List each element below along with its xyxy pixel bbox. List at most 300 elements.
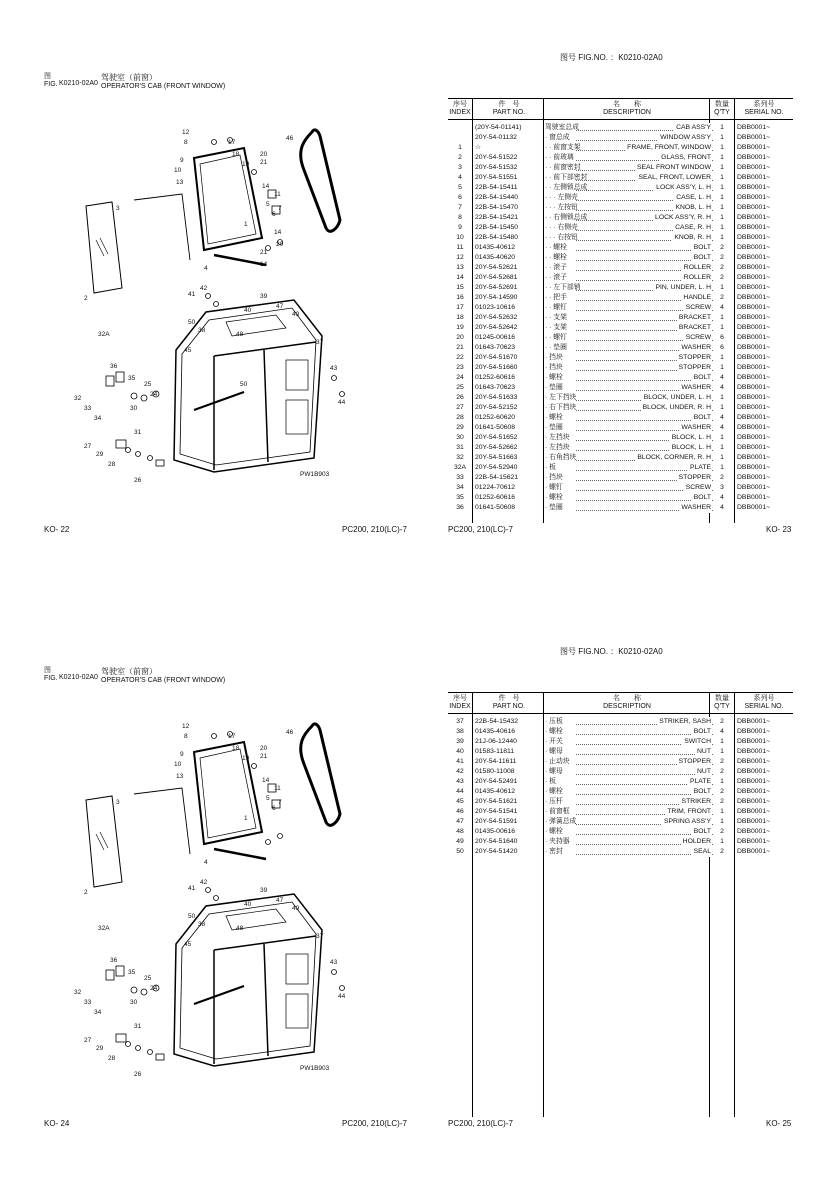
callout-33: 33 [84, 405, 92, 412]
row-qty: 1 [720, 748, 724, 755]
row-serial: DBB0001~ [737, 134, 771, 141]
cab-body-shape [174, 300, 322, 472]
row-part-no: 01435-40620 [475, 254, 516, 261]
exploded-diagram [64, 110, 374, 500]
row-qty: 1 [720, 224, 724, 231]
row-description: BOLT [693, 828, 711, 835]
table-row [448, 463, 793, 473]
row-name-cn: · · · 左按钮 [545, 204, 578, 211]
row-index: 14 [456, 274, 464, 281]
row-part-no: 20Y-54-14590 [475, 294, 518, 301]
row-qty: 4 [720, 424, 724, 431]
row-index: 24 [456, 374, 464, 381]
callout-47: 47 [276, 303, 284, 310]
row-name-cn: · · 滚子 [545, 264, 567, 271]
table-row [448, 403, 793, 413]
row-qty: 2 [720, 274, 724, 281]
row-description: SEAL, FRONT, LOWER [638, 174, 711, 181]
callout-50b: 50 [240, 381, 248, 388]
row-serial: DBB0001~ [737, 324, 771, 331]
row-name-cn: · · 螺栓 [545, 244, 567, 251]
row-qty: 1 [720, 144, 724, 151]
callout-17: 17 [228, 733, 236, 740]
row-serial: DBB0001~ [737, 454, 771, 461]
row-description: ROLLER [683, 274, 711, 281]
row-qty: 1 [720, 194, 724, 201]
callout-48: 48 [236, 925, 244, 932]
row-qty: 4 [720, 504, 724, 511]
table-row [448, 323, 793, 333]
row-index: 43 [456, 778, 464, 785]
callout-3: 3 [116, 799, 120, 806]
header-index-cn: 序号 [453, 695, 467, 702]
row-description: HANDLE [683, 294, 711, 301]
row-index: 50 [456, 848, 464, 855]
row-index: 19 [456, 324, 464, 331]
table-row [448, 717, 793, 727]
row-serial: DBB0001~ [737, 154, 771, 161]
row-description: STOPPER [678, 354, 711, 361]
row-index: 13 [456, 264, 464, 271]
row-serial: DBB0001~ [737, 808, 771, 815]
callout-12: 12 [182, 129, 190, 136]
callout-45: 45 [184, 347, 192, 354]
row-part-no: 20Y-54-51532 [475, 164, 518, 171]
row-serial: DBB0001~ [737, 474, 771, 481]
row-description: SCREW [685, 484, 711, 491]
row-qty: 1 [720, 204, 724, 211]
table-row [448, 483, 793, 493]
row-description: BOLT [693, 254, 711, 261]
row-index: 49 [456, 838, 464, 845]
row-part-no: 20Y-54-51670 [475, 354, 518, 361]
row-name-cn: · 螺母 [545, 748, 563, 755]
row-qty: 1 [720, 314, 724, 321]
callout-39: 39 [260, 887, 268, 894]
table-row [448, 443, 793, 453]
row-name-cn: · 挡块 [545, 474, 563, 481]
row-name-cn: · 弹簧总成 [545, 818, 577, 825]
row-serial: DBB0001~ [737, 424, 771, 431]
row-part-no: 20Y-54-52662 [475, 444, 518, 451]
callout-38: 38 [198, 327, 206, 334]
row-qty: 4 [720, 374, 724, 381]
callout-8: 8 [184, 139, 188, 146]
row-part-no: ☆ [475, 144, 482, 151]
row-index: 22 [456, 354, 464, 361]
row-name-cn: · · 右侧锁总成 [545, 214, 588, 221]
row-description: SCREW [685, 304, 711, 311]
header-part-cn: 件 号 [498, 101, 520, 108]
header-index-en: INDEX [449, 703, 471, 710]
row-description: BLOCK, UNDER, R. H [642, 404, 711, 411]
table-row [448, 727, 793, 737]
callout-20: 20 [260, 151, 268, 158]
row-part-no: 01643-70623 [475, 384, 516, 391]
row-part-no: 22B-54-15470 [475, 204, 519, 211]
row-part-no: 01252-60616 [475, 374, 516, 381]
fig-title-cn: 驾驶室（前窗） [101, 667, 157, 676]
row-qty: 2 [720, 768, 724, 775]
row-index: 45 [456, 798, 464, 805]
row-part-no: 20Y-54-51640 [475, 838, 518, 845]
table-row [448, 273, 793, 283]
callout-24: 24 [150, 391, 158, 398]
row-serial: DBB0001~ [737, 768, 771, 775]
callout-47: 47 [276, 897, 284, 904]
row-serial: DBB0001~ [737, 264, 771, 271]
callout-13: 13 [176, 179, 184, 186]
row-description: STRIKER [681, 798, 711, 805]
row-serial: DBB0001~ [737, 464, 771, 471]
table-row [448, 433, 793, 443]
row-serial: DBB0001~ [737, 274, 771, 281]
row-serial: DBB0001~ [737, 214, 771, 221]
row-description: WASHER [681, 504, 711, 511]
row-name-cn: · · 把手 [545, 294, 567, 301]
row-qty: 4 [720, 304, 724, 311]
header-serial-en: SERIAL NO. [744, 109, 784, 116]
row-name-cn: · 螺栓 [545, 788, 563, 795]
row-serial: DBB0001~ [737, 414, 771, 421]
row-description: BOLT [693, 374, 711, 381]
row-serial: DBB0001~ [737, 494, 771, 501]
callout-37: 37 [316, 933, 324, 940]
table-row [448, 393, 793, 403]
callout-16: 14 [274, 229, 282, 236]
row-part-no: 01435-00616 [475, 828, 516, 835]
row-qty: 1 [720, 134, 724, 141]
row-index: 31 [456, 444, 464, 451]
row-part-no: 20Y-54-51420 [475, 848, 518, 855]
table-row [448, 333, 793, 343]
table-row [448, 767, 793, 777]
header-qty-cn: 数量 [715, 695, 729, 702]
header-serial-cn: 系列号 [753, 101, 775, 108]
row-serial: DBB0001~ [737, 294, 771, 301]
callout-40: 40 [244, 307, 252, 314]
row-leader-dots [576, 774, 713, 775]
left-page-number: KO- 22 [44, 525, 70, 534]
left-page-model: PC200, 210(LC)-7 [342, 1119, 407, 1128]
row-leader-dots [576, 754, 713, 755]
callout-labels [74, 129, 346, 484]
row-description: CASE, R. H [675, 224, 711, 231]
row-index: 11 [456, 244, 464, 251]
row-index: 38 [456, 728, 464, 735]
callout-41: 41 [188, 291, 196, 298]
callout-50: 50 [188, 913, 196, 920]
row-index: 3 [458, 164, 462, 171]
row-serial: DBB0001~ [737, 788, 771, 795]
row-index: 25 [456, 384, 464, 391]
table-row [448, 413, 793, 423]
row-name-cn: · 压板 [545, 718, 563, 725]
row-part-no: 20Y-54-52491 [475, 778, 518, 785]
row-index: 1 [458, 144, 462, 151]
row-part-no: 01580-11008 [475, 768, 515, 775]
table-row [448, 213, 793, 223]
row-index: 35 [456, 494, 464, 501]
lower-seal-shape [214, 255, 266, 265]
row-name-cn: · 挡块 [545, 364, 563, 371]
row-serial: DBB0001~ [737, 748, 771, 755]
callout-43: 43 [330, 959, 338, 966]
row-part-no: 01245-00616 [475, 334, 516, 341]
callout-48: 48 [236, 331, 244, 338]
row-name-cn: · 螺钉 [545, 484, 563, 491]
left-page-model: PC200, 210(LC)-7 [342, 525, 407, 534]
table-row [448, 223, 793, 233]
parts-table [448, 98, 793, 523]
row-index: 32 [456, 454, 464, 461]
row-qty: 1 [720, 124, 724, 131]
row-index: 47 [456, 818, 464, 825]
table-row [448, 283, 793, 293]
row-qty: 2 [720, 254, 724, 261]
table-row [448, 363, 793, 373]
row-name-cn: · 垫圈 [545, 424, 563, 431]
parts-table [448, 692, 793, 1117]
table-row [448, 313, 793, 323]
row-description: STOPPER [678, 474, 711, 481]
callout-26: 26 [134, 477, 142, 484]
row-index: 40 [456, 748, 464, 755]
row-description: LOCK ASS'Y, L. H [656, 184, 711, 191]
row-qty: 2 [720, 828, 724, 835]
header-index-en: INDEX [449, 109, 471, 116]
row-description: BOLT [693, 788, 711, 795]
row-index: 41 [456, 758, 464, 765]
row-description: WASHER [681, 424, 711, 431]
row-qty: 2 [720, 244, 724, 251]
row-name-cn: · · 支架 [545, 324, 567, 331]
table-body [448, 123, 793, 513]
row-part-no: 20Y-54-51591 [475, 818, 518, 825]
row-index: 46 [456, 808, 464, 815]
callout-10: 10 [174, 167, 182, 174]
row-part-no: 20Y-54-51663 [475, 454, 518, 461]
row-index: 12 [456, 254, 464, 261]
fig-number-header: 图号 FIG.NO. ：K0210-02A0 [560, 53, 663, 62]
table-row [448, 153, 793, 163]
callout-30: 30 [130, 405, 138, 412]
row-serial: DBB0001~ [737, 334, 771, 341]
table-row [448, 837, 793, 847]
row-serial: DBB0001~ [737, 204, 771, 211]
callout-50: 50 [188, 319, 196, 326]
row-qty: 1 [720, 364, 724, 371]
row-name-cn: · · 左下部销 [545, 284, 581, 291]
callout-6: 6 [272, 211, 276, 218]
table-body [448, 717, 793, 857]
row-part-no: 20Y-54-52691 [475, 284, 518, 291]
row-index: 15 [456, 284, 464, 291]
row-serial: DBB0001~ [737, 504, 771, 511]
row-serial: DBB0001~ [737, 434, 771, 441]
table-row [448, 827, 793, 837]
row-description: BOLT [693, 728, 711, 735]
front-glass-shape [86, 202, 122, 293]
row-name-cn: · 止动块 [545, 758, 570, 765]
row-part-no: 20Y-54-52642 [475, 324, 518, 331]
row-part-no: 01641-50608 [475, 504, 516, 511]
callout-42: 42 [200, 879, 208, 886]
fig-code: K0210-02A0 [59, 674, 98, 681]
row-name-cn: · · · 右按钮 [545, 234, 578, 241]
row-index: 30 [456, 434, 464, 441]
callout-6: 6 [272, 805, 276, 812]
row-name-cn: · 左挡块 [545, 434, 570, 441]
row-part-no: 22B-54-15440 [475, 194, 519, 201]
row-part-no: 20Y-54-51541 [475, 808, 518, 815]
table-row [448, 423, 793, 433]
row-part-no: 22B-54-15450 [475, 224, 519, 231]
header-name-cn: 名 称 [613, 695, 641, 702]
table-row [448, 133, 793, 143]
header-name-en: DESCRIPTION [603, 109, 651, 116]
row-name-cn: · 螺栓 [545, 728, 563, 735]
row-description: GLASS, FRONT [661, 154, 711, 161]
row-qty: 1 [720, 454, 724, 461]
header-index-cn: 序号 [453, 101, 467, 108]
row-description: KNOB, L. H [675, 204, 711, 211]
header-qty-en: Q'TY [714, 109, 730, 116]
table-row [448, 373, 793, 383]
row-serial: DBB0001~ [737, 758, 771, 765]
row-description: BRACKET [678, 314, 711, 321]
row-name-cn: · · 螺栓 [545, 254, 567, 261]
row-index: 2 [458, 154, 462, 161]
row-qty: 1 [720, 174, 724, 181]
row-part-no: 20Y-54-51633 [475, 394, 518, 401]
row-index: 8 [458, 214, 462, 221]
table-row [448, 383, 793, 393]
callout-25: 25 [144, 975, 152, 982]
callout-9: 9 [180, 157, 184, 164]
row-serial: DBB0001~ [737, 354, 771, 361]
row-qty: 1 [720, 284, 724, 291]
table-row [448, 777, 793, 787]
callout-11: 11 [274, 191, 281, 198]
callout-4: 4 [204, 265, 208, 272]
callout-41: 41 [188, 885, 196, 892]
row-description: SEAL FRONT WINDOW [636, 164, 711, 171]
callout-44: 44 [338, 993, 346, 1000]
callout-3: 3 [116, 205, 120, 212]
callout-14: 14 [262, 183, 270, 190]
row-qty: 1 [720, 838, 724, 845]
callout-labels [74, 723, 346, 1078]
row-qty: 1 [720, 444, 724, 451]
table-row [448, 173, 793, 183]
row-index: 9 [458, 224, 462, 231]
table-row [448, 293, 793, 303]
row-part-no: 20Y-54-51660 [475, 364, 518, 371]
row-serial: DBB0001~ [737, 174, 771, 181]
row-index: 18 [456, 314, 464, 321]
row-index: 17 [456, 304, 464, 311]
row-name-cn: 驾驶室总成 [545, 124, 579, 131]
row-index: 26 [456, 394, 464, 401]
row-part-no: 20Y-54-52632 [475, 314, 518, 321]
row-serial: DBB0001~ [737, 344, 771, 351]
row-qty: 2 [720, 474, 724, 481]
row-name-cn: · 挡块 [545, 354, 563, 361]
row-description: STRIKER, SASH [659, 718, 711, 725]
fig-prefix: 图 FIG. [44, 73, 58, 88]
header-serial-en: SERIAL NO. [744, 703, 784, 710]
row-name-cn: · 夹持器 [545, 838, 570, 845]
drawing-id: PW1B903 [300, 1065, 330, 1072]
row-index: 27 [456, 404, 464, 411]
callout-45: 45 [184, 941, 192, 948]
row-serial: DBB0001~ [737, 374, 771, 381]
row-part-no: 20Y-54-01132 [475, 134, 517, 141]
row-part-no: 01643-70623 [475, 344, 516, 351]
row-qty: 1 [720, 394, 724, 401]
row-qty: 1 [720, 818, 724, 825]
row-part-no: 01435-40612 [475, 788, 516, 795]
table-row [448, 503, 793, 513]
callout-21: 21 [260, 753, 268, 760]
callout-21b: 21 [260, 249, 268, 256]
row-part-no: 20Y-54-52681 [475, 274, 518, 281]
row-part-no: 22B-54-15480 [475, 234, 519, 241]
callout-34: 34 [94, 415, 102, 422]
callout-5: 5 [266, 201, 270, 208]
header-name-cn: 名 称 [613, 101, 641, 108]
callout-27: 27 [84, 1037, 92, 1044]
callout-11: 11 [274, 785, 281, 792]
table-row [448, 183, 793, 193]
row-index: 34 [456, 484, 464, 491]
row-qty: 2 [720, 788, 724, 795]
row-name-cn: · · · 左侧壳 [545, 194, 578, 201]
right-page-model: PC200, 210(LC)-7 [448, 1119, 513, 1128]
row-part-no: 20Y-54-51551 [475, 174, 518, 181]
row-description: BLOCK, L. H [671, 444, 711, 451]
table-row [448, 343, 793, 353]
callout-32a: 32A [98, 331, 110, 338]
callout-40: 40 [244, 901, 252, 908]
row-index: 5 [458, 184, 462, 191]
header-name-en: DESCRIPTION [603, 703, 651, 710]
row-index: 7 [458, 204, 462, 211]
callout-38: 38 [198, 921, 206, 928]
row-qty: 2 [720, 294, 724, 301]
row-serial: DBB0001~ [737, 234, 771, 241]
row-serial: DBB0001~ [737, 728, 771, 735]
callout-31: 31 [134, 1023, 142, 1030]
row-index: 36 [456, 504, 464, 511]
callout-2: 2 [84, 295, 88, 302]
row-description: BLOCK, CORNER, R. H [637, 454, 711, 461]
row-serial: DBB0001~ [737, 254, 771, 261]
row-serial: DBB0001~ [737, 284, 771, 291]
row-name-cn: · · 滚子 [545, 274, 567, 281]
header-serial-cn: 系列号 [753, 695, 775, 702]
callout-34: 34 [94, 1009, 102, 1016]
row-qty: 1 [720, 354, 724, 361]
row-serial: DBB0001~ [737, 184, 771, 191]
row-index: 32A [453, 464, 467, 471]
header-qty-en: Q'TY [714, 703, 730, 710]
row-serial: DBB0001~ [737, 718, 771, 725]
callout-21: 21 [260, 159, 268, 166]
table-row [448, 123, 793, 133]
row-qty: 1 [720, 234, 724, 241]
